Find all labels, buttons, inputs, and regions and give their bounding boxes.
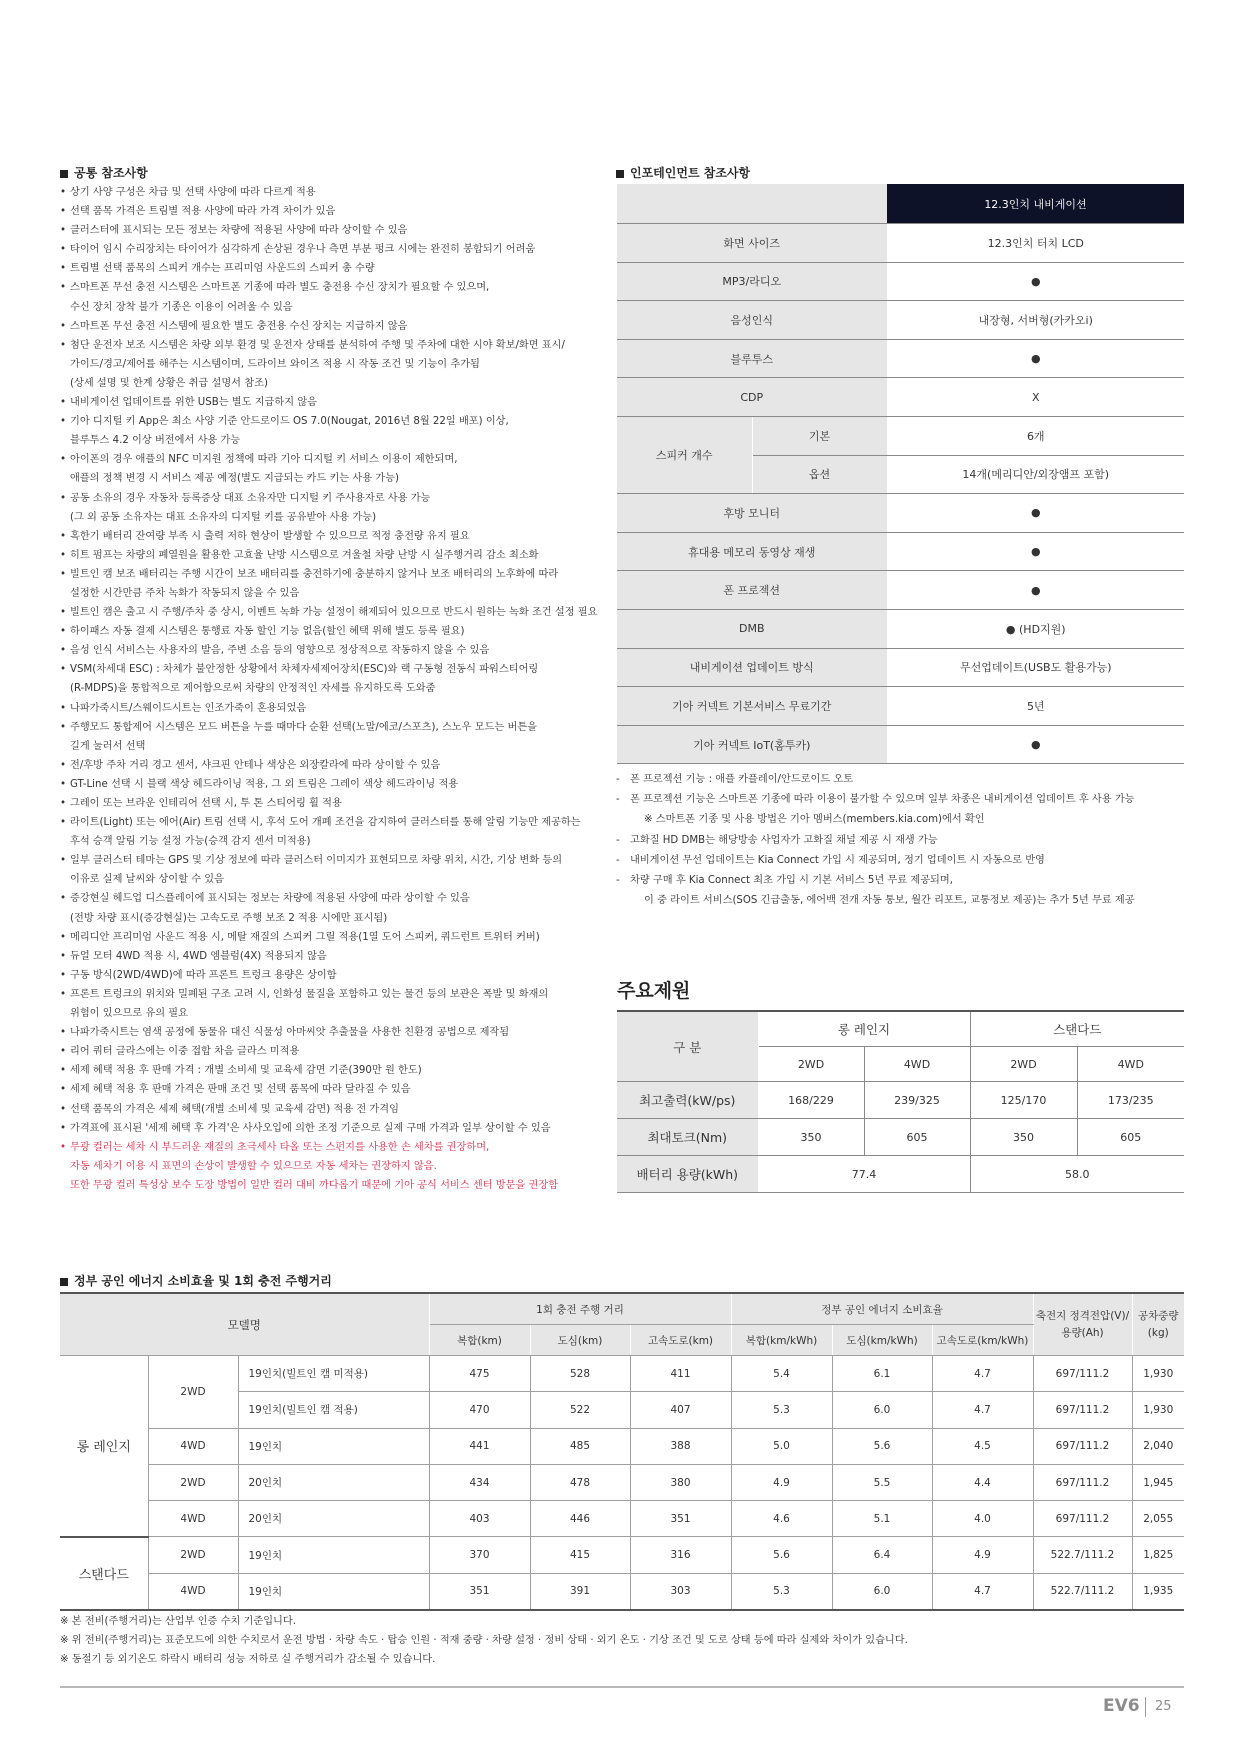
efficiency-footnotes [60, 1612, 908, 1669]
efficiency-value: 411 [630, 1356, 731, 1392]
efficiency-eff-col: 복합(km/kWh) [731, 1325, 832, 1356]
specs-group-standard: 스탠다드 [970, 1011, 1184, 1047]
infotainment-note: ※ 스마트폰 기종 및 사용 방법은 기아 멤버스(members.kia.com)에서 확인 [644, 814, 985, 826]
note-line: • 아이폰의 경우 애플의 NFC 미지원 정책에 따라 기아 디지털 키 서비스 이용이 제한되며, [70, 454, 458, 466]
efficiency-range-header: 1회 충전 주행 거리 [429, 1293, 731, 1325]
infotainment-label: 음성인식 [617, 301, 887, 340]
infotainment-note: 이 중 라이트 서비스(SOS 긴급출동, 에어백 전개 자동 통보, 월간 리포트, 교통정보 제공)는 추가 5년 무료 제공 [644, 895, 1135, 907]
efficiency-model: 스탠다드 [60, 1537, 148, 1610]
infotainment-label: MP3/라디오 [617, 262, 887, 301]
note-line: • 라이트(Light) 또는 에어(Air) 트림 선택 시, 후석 도어 개폐 조건을 감지하여 클러스터를 통해 알림 기능만 제공하는 [70, 817, 581, 829]
infotainment-label: 화면 사이즈 [617, 224, 887, 263]
specs-table [617, 1010, 1184, 1193]
efficiency-value: 4.6 [731, 1501, 832, 1537]
infotainment-note: - 내비게이션 무선 업데이트는 Kia Connect 가입 시 제공되며, 정기 업데이트 시 자동으로 반영 [616, 851, 1196, 871]
note-line: • 혹한기 배터리 잔여량 부족 시 출력 저하 현상이 발생할 수 있으므로 적정 충전량 유지 필요 [70, 530, 470, 542]
efficiency-value: 4.9 [731, 1464, 832, 1500]
note-item [60, 183, 590, 202]
note-line: • 일부 클러스터 테마는 GPS 및 기상 정보에 따라 클러스터 이미지가 표현되므로 차량 위치, 시간, 기상 변화 등의 [70, 855, 563, 867]
infotainment-label: 기아 커넥트 IoT(홈투카) [617, 725, 887, 764]
infotainment-sublabel: 옵션 [752, 455, 887, 494]
note-line: • 나파가죽시트는 염색 공정에 동물유 대신 식물성 아마씨앗 추출물을 사용한 친환경 공법으로 제작됨 [70, 1027, 510, 1039]
specs-value: 350 [758, 1119, 864, 1156]
efficiency-value: 2,040 [1132, 1428, 1184, 1464]
note-line: (전방 차량 표시(증강현실)는 고속도로 주행 보조 2 적용 시에만 표시됨) [70, 912, 388, 924]
note-line: 후석 승객 알림 기능 설정 가능(승객 감지 센서 미적용) [70, 836, 311, 848]
infotainment-value: 5년 [887, 687, 1184, 726]
efficiency-value: 351 [630, 1501, 731, 1537]
note-item [60, 622, 590, 641]
infotainment-note: - 고화질 HD DMB는 해당방송 사업자가 고화질 채널 제공 시 재생 가능 [616, 831, 1196, 851]
efficiency-value: 351 [429, 1573, 530, 1610]
note-line: 가이드/경고/제어를 해주는 시스템이며, 드라이브 와이즈 적용 시 작동 조건 및 기능이 추가됨 [70, 358, 480, 370]
efficiency-value: 522.7/111.2 [1033, 1537, 1132, 1573]
efficiency-value: 485 [530, 1428, 630, 1464]
note-line: • VSM(차세대 ESC) : 차체가 불안정한 상황에서 차체자세제어장치(ESC)와 랙 구동형 전동식 파워스티어링 [70, 664, 539, 676]
efficiency-value: 5.3 [731, 1392, 832, 1428]
note-line: • 그레이 또는 브라운 인테리어 선택 시, 투 톤 스티어링 휠 적용 [70, 798, 342, 809]
efficiency-trim: 19인치 [238, 1537, 429, 1573]
efficiency-value: 6.1 [832, 1356, 932, 1392]
infotainment-label: 내비게이션 업데이트 방식 [617, 648, 887, 687]
efficiency-value: 697/111.2 [1033, 1501, 1132, 1537]
note-item [60, 527, 590, 546]
note-line: • 음성 인식 서비스는 사용자의 발음, 주변 소음 등의 영향으로 정상적으로 작동하지 않을 수 있음 [70, 645, 490, 657]
note-line: 블루투스 4.2 이상 버전에서 사용 가능 [70, 435, 241, 447]
note-line: 이유로 실제 날씨와 상이할 수 있음 [70, 874, 224, 886]
note-line: 수신 장치 장착 불가 기종은 이용이 어려울 수 있음 [70, 301, 293, 313]
specs-value: 58.0 [970, 1156, 1184, 1193]
note-item [60, 489, 590, 527]
note-line: • 기아 디지털 키 App은 최소 사양 기준 안드로이드 OS 7.0(Nougat, 2016년 8월 22일 배포) 이상, [70, 416, 509, 428]
efficiency-value: 4.4 [932, 1464, 1033, 1500]
efficiency-value: 697/111.2 [1033, 1392, 1132, 1428]
specs-value: 350 [970, 1119, 1077, 1156]
efficiency-drive: 4WD [148, 1573, 238, 1610]
efficiency-value: 470 [429, 1392, 530, 1428]
specs-drive: 4WD [864, 1047, 970, 1082]
note-line: • 상기 사양 구성은 차급 및 선택 사양에 따라 다르게 적용 [70, 187, 316, 198]
infotainment-label: CDP [617, 378, 887, 417]
specs-title: 주요제원 [617, 980, 691, 1002]
efficiency-value: 697/111.2 [1033, 1428, 1132, 1464]
note-item [60, 1138, 590, 1195]
efficiency-value: 697/111.2 [1033, 1464, 1132, 1500]
note-line: • 선택 품목 가격은 트림별 적용 사양에 따라 가격 차이가 있음 [70, 206, 336, 218]
note-item [60, 756, 590, 775]
infotainment-notes [616, 770, 1196, 911]
specs-row-label: 최고출력(kW/ps) [617, 1082, 758, 1119]
efficiency-range-col: 복합(km) [429, 1325, 530, 1356]
footnote: ※ 위 전비(주행거리)는 표준모드에 의한 수치로서 운전 방법 · 차량 속도 · 탑승 인원 · 적재 중량 · 차량 설정 · 정비 상태 · 외기 온도 · 기상 조건 및 도로 상태 등에 따라 실제와 차이가 있습니다. [60, 1635, 908, 1646]
note-item [60, 641, 590, 660]
infotainment-label: 폰 프로젝션 [617, 571, 887, 610]
efficiency-value: 5.1 [832, 1501, 932, 1537]
efficiency-value: 5.3 [731, 1573, 832, 1610]
efficiency-value: 5.0 [731, 1428, 832, 1464]
infotainment-header-blank [617, 184, 887, 224]
efficiency-value: 370 [429, 1537, 530, 1573]
note-item [60, 278, 590, 316]
efficiency-value: 5.6 [731, 1537, 832, 1573]
footer-brand: EV6 [1103, 1696, 1140, 1716]
note-item [60, 794, 590, 813]
note-line: • 가격표에 표시된 '세제 혜택 후 가격'은 사사오입에 의한 조정 기준으로 실제 구매 가격과 일부 상이할 수 있음 [70, 1122, 551, 1134]
footnote: ※ 동절기 등 외기온도 하락시 배터리 성능 저하로 실 주행거리가 감소될 수 있습니다. [60, 1654, 436, 1665]
note-item [60, 317, 590, 336]
infotainment-value: ● (HD지원) [887, 609, 1184, 648]
note-item [60, 1119, 590, 1138]
infotainment-value: ● [887, 494, 1184, 533]
infotainment-value: 12.3인치 터치 LCD [887, 224, 1184, 263]
efficiency-value: 6.4 [832, 1537, 932, 1573]
note-line: 길게 눌러서 선택 [70, 740, 146, 752]
efficiency-value: 415 [530, 1537, 630, 1573]
efficiency-eff-col: 도심(km/kWh) [832, 1325, 932, 1356]
infotainment-table [617, 184, 1184, 764]
infotainment-value: 무선업데이트(USB도 활용가능) [887, 648, 1184, 687]
note-line: • 세제 혜택 적용 후 판매 가격 : 개별 소비세 및 교육세 감면 기준(390만 원 한도) [70, 1065, 422, 1077]
note-item [60, 1042, 590, 1061]
infotainment-label: 후방 모니터 [617, 494, 887, 533]
efficiency-value: 4.7 [932, 1392, 1033, 1428]
note-item [60, 202, 590, 221]
note-item [60, 450, 590, 488]
note-item [60, 775, 590, 794]
infotainment-note: - 차량 구매 후 Kia Connect 최초 가입 시 기본 서비스 5년 무료 제공되며, [616, 871, 1196, 891]
infotainment-label: 스피커 개수 [617, 416, 752, 493]
efficiency-value: 4.9 [932, 1537, 1033, 1573]
note-line: • 리어 쿼터 글라스에는 이중 접합 차음 글라스 미적용 [70, 1046, 300, 1058]
efficiency-value: 403 [429, 1501, 530, 1537]
efficiency-title: 정부 공인 에너지 소비효율 및 1회 충전 주행거리 [60, 1272, 332, 1289]
note-item [60, 259, 590, 278]
note-line: 설정한 시간만큼 주차 녹화가 작동되지 않을 수 있음 [70, 587, 300, 599]
note-item [60, 1023, 590, 1042]
efficiency-drive: 2WD [148, 1537, 238, 1573]
efficiency-value: 434 [429, 1464, 530, 1500]
efficiency-eff-header: 정부 공인 에너지 소비효율 [731, 1293, 1033, 1325]
efficiency-value: 522 [530, 1392, 630, 1428]
efficiency-model: 롱 레인지 [60, 1356, 148, 1537]
specs-value: 605 [1077, 1119, 1184, 1156]
note-line: • 클러스터에 표시되는 모든 정보는 차량에 적용된 사양에 따라 상이할 수 있음 [70, 225, 408, 237]
note-item [60, 221, 590, 240]
note-item [60, 660, 590, 698]
efficiency-value: 2,055 [1132, 1501, 1184, 1537]
efficiency-trim: 20인치 [238, 1464, 429, 1500]
efficiency-value: 4.7 [932, 1573, 1033, 1610]
efficiency-value: 4.5 [932, 1428, 1033, 1464]
infotainment-value: ● [887, 571, 1184, 610]
note-line: • 프론트 트렁크의 위치와 밀폐된 구조 고려 시, 인화성 물질을 포함하고 있는 물건 등의 보관은 폭발 및 화재의 [70, 988, 549, 1000]
efficiency-value: 5.4 [731, 1356, 832, 1392]
specs-value: 239/325 [864, 1082, 970, 1119]
specs-value: 605 [864, 1119, 970, 1156]
specs-drive: 4WD [1077, 1047, 1184, 1082]
note-item [60, 336, 590, 393]
square-bullet-icon [616, 170, 624, 178]
specs-value: 125/170 [970, 1082, 1077, 1119]
specs-row-label: 배터리 용량(kWh) [617, 1156, 758, 1193]
note-item [60, 889, 590, 927]
efficiency-trim: 19인치(빌트인 캠 적용) [238, 1392, 429, 1428]
efficiency-weight-header: 공차중량 (kg) [1132, 1293, 1184, 1356]
note-line: • 공동 소유의 경우 자동차 등록증상 대표 소유자만 디지털 키 주사용자로 사용 가능 [70, 492, 431, 504]
efficiency-eff-col: 고속도로(km/kWh) [932, 1325, 1033, 1356]
efficiency-value: 4.7 [932, 1356, 1033, 1392]
efficiency-value: 6.0 [832, 1573, 932, 1610]
note-item [60, 546, 590, 565]
note-line: (상세 설명 및 한계 상황은 취급 설명서 참조) [70, 377, 268, 389]
efficiency-value: 4.0 [932, 1501, 1033, 1537]
note-item [60, 718, 590, 756]
efficiency-trim: 20인치 [238, 1501, 429, 1537]
infotainment-label: 블루투스 [617, 339, 887, 378]
efficiency-value: 1,935 [1132, 1573, 1184, 1610]
note-line: • 주행모드 통합제어 시스템은 모드 버튼을 누를 때마다 순환 선택(노말/에코/스포츠), 스노우 모드는 버튼을 [70, 721, 537, 733]
efficiency-voltage-header: 축전지 정격전압(V)/ 용량(Ah) [1033, 1293, 1132, 1356]
infotainment-value: 내장형, 서버형(카카오i) [887, 301, 1184, 340]
efficiency-value: 380 [630, 1464, 731, 1500]
square-bullet-icon [60, 170, 68, 178]
note-item [60, 565, 590, 603]
note-line: • 세제 혜택 적용 후 판매 가격은 판매 조건 및 선택 품목에 따라 달라질 수 있음 [70, 1084, 411, 1096]
note-line: • 증강현실 헤드업 디스플레이에 표시되는 정보는 차량에 적용된 사양에 따라 상이할 수 있음 [70, 893, 470, 905]
note-item [60, 240, 590, 259]
infotainment-column-header: 12.3인치 내비게이션 [887, 184, 1184, 224]
note-line: • 전/후방 주차 거리 경고 센서, 샤크핀 안테나 색상은 외장칼라에 따라 상이할 수 있음 [70, 759, 441, 771]
specs-row-label: 최대토크(Nm) [617, 1119, 758, 1156]
specs-value: 77.4 [758, 1156, 970, 1193]
note-item [60, 393, 590, 412]
note-line: • 트림별 선택 품목의 스피커 개수는 프리미엄 사운드의 스피커 총 수량 [70, 263, 375, 275]
specs-drive: 2WD [758, 1047, 864, 1082]
note-line: (그 외 공동 소유자는 대표 소유자의 디지털 키를 공유받아 사용 가능) [70, 511, 377, 523]
efficiency-range-col: 고속도로(km) [630, 1325, 731, 1356]
common-notes-list [60, 183, 598, 1195]
efficiency-value: 388 [630, 1428, 731, 1464]
note-line: • 선택 품목의 가격은 세제 혜택(개별 소비세 및 교육세 감면) 적용 전 가격임 [70, 1103, 399, 1115]
efficiency-value: 528 [530, 1356, 630, 1392]
efficiency-value: 441 [429, 1428, 530, 1464]
note-item [60, 813, 590, 851]
infotainment-value: 14개(메리디안/외장앰프 포함) [887, 455, 1184, 494]
efficiency-value: 6.0 [832, 1392, 932, 1428]
note-item [60, 699, 590, 718]
note-item [60, 966, 590, 985]
efficiency-trim: 19인치(빌트인 캠 미적용) [238, 1356, 429, 1392]
note-line: • 내비게이션 업데이트를 위한 USB는 별도 지급하지 않음 [70, 397, 318, 409]
efficiency-value: 316 [630, 1537, 731, 1573]
efficiency-trim: 19인치 [238, 1573, 429, 1610]
efficiency-value: 697/111.2 [1033, 1356, 1132, 1392]
common-notes-title: 공통 참조사항 [60, 164, 148, 181]
note-line: • GT-Line 선택 시 블랙 색상 헤드라이닝 적용, 그 외 트림은 그레이 색상 헤드라이닝 적용 [70, 778, 459, 790]
infotainment-note: - 폰 프로젝션 기능은 스마트폰 기종에 따라 이용이 불가할 수 있으며 일부 차종은 내비게이션 업데이트 후 사용 가능 [616, 790, 1196, 810]
note-item [60, 412, 590, 450]
efficiency-model-header: 모델명 [60, 1293, 429, 1356]
note-line: 또한 무광 컬러 특성상 보수 도장 방법이 일반 컬러 대비 까다롭기 때문에 기아 공식 서비스 센터 방문을 권장함 [70, 1179, 559, 1191]
efficiency-value: 522.7/111.2 [1033, 1573, 1132, 1610]
footer-separator [1145, 1697, 1146, 1717]
footnote: ※ 본 전비(주행거리)는 산업부 인증 수치 기준입니다. [60, 1616, 296, 1627]
efficiency-value: 5.6 [832, 1428, 932, 1464]
note-line: • 타이어 임시 수리장치는 타이어가 심각하게 손상된 경우나 측면 부분 펑크 시에는 완전히 봉합되기 어려움 [70, 244, 536, 256]
efficiency-value: 446 [530, 1501, 630, 1537]
note-line: 자동 세차기 이용 시 표면의 손상이 발생할 수 있으므로 자동 세차는 권장하지 않음. [70, 1160, 437, 1172]
efficiency-value: 5.5 [832, 1464, 932, 1500]
note-line: 위험이 있으므로 유의 필요 [70, 1008, 188, 1020]
efficiency-value: 478 [530, 1464, 630, 1500]
note-line: 애플의 정책 변경 시 서비스 제공 예정(별도 지급되는 카드 키는 사용 가능) [70, 473, 399, 485]
note-item [60, 985, 590, 1023]
efficiency-value: 1,930 [1132, 1392, 1184, 1428]
specs-group-long-range: 롱 레인지 [758, 1011, 970, 1047]
infotainment-label: DMB [617, 609, 887, 648]
note-line: • 히트 펌프는 차량의 폐열원을 활용한 고효율 난방 시스템으로 겨울철 차량 난방 시 실주행거리 감소 최소화 [70, 549, 539, 561]
infotainment-value: 6개 [887, 416, 1184, 455]
specs-value: 173/235 [1077, 1082, 1184, 1119]
efficiency-drive: 4WD [148, 1428, 238, 1464]
efficiency-value: 475 [429, 1356, 530, 1392]
infotainment-title: 인포테인먼트 참조사항 [616, 164, 750, 181]
specs-value: 168/229 [758, 1082, 864, 1119]
note-line: • 하이패스 자동 결제 시스템은 통행료 자동 할인 기능 없음(할인 혜택 위해 별도 등록 필요) [70, 626, 465, 638]
page-number: 25 [1155, 1699, 1172, 1714]
note-line: • 무광 컬러는 세차 시 부드러운 재질의 초극세사 타올 또는 스펀지를 사용한 손 세차를 권장하며, [70, 1141, 490, 1153]
note-item [60, 928, 590, 947]
efficiency-drive: 4WD [148, 1501, 238, 1537]
infotainment-note: - 폰 프로젝션 기능 : 애플 카플레이/안드로이드 오토 [616, 770, 1196, 790]
infotainment-value: ● [887, 725, 1184, 764]
efficiency-trim: 19인치 [238, 1428, 429, 1464]
note-item [60, 1080, 590, 1099]
note-line: • 스마트폰 무선 충전 시스템에 필요한 별도 충전용 수신 장치는 지급하지 않음 [70, 320, 408, 332]
note-item [60, 1061, 590, 1080]
efficiency-value: 1,825 [1132, 1537, 1184, 1573]
note-line: • 스마트폰 무선 충전 시스템은 스마트폰 기종에 따라 별도 충전용 수신 장치가 필요할 수 있으며, [70, 282, 490, 294]
note-item [60, 851, 590, 889]
efficiency-value: 1,930 [1132, 1356, 1184, 1392]
infotainment-value: X [887, 378, 1184, 417]
efficiency-value: 303 [630, 1573, 731, 1610]
note-line: • 구동 방식(2WD/4WD)에 따라 프론트 트렁크 용량은 상이함 [70, 969, 337, 981]
note-item [60, 947, 590, 966]
note-item [60, 1100, 590, 1119]
efficiency-value: 407 [630, 1392, 731, 1428]
infotainment-value: ● [887, 262, 1184, 301]
infotainment-value: ● [887, 339, 1184, 378]
specs-corner: 구 분 [617, 1011, 758, 1082]
infotainment-value: ● [887, 532, 1184, 571]
note-line: • 메리디안 프리미엄 사운드 적용 시, 메탈 재질의 스피커 그릴 적용(1열 도어 스피커, 쿼드런트 트위터 커버) [70, 931, 540, 943]
efficiency-value: 391 [530, 1573, 630, 1610]
square-bullet-icon [60, 1278, 68, 1286]
efficiency-value: 1,945 [1132, 1464, 1184, 1500]
efficiency-range-col: 도심(km) [530, 1325, 630, 1356]
infotainment-label: 휴대용 메모리 동영상 재생 [617, 532, 887, 571]
note-line: • 빌트인 캠 보조 배터리는 주행 시간이 보조 배터리를 충전하기에 충분하지 않거나 보조 배터리의 노후화에 따라 [70, 568, 559, 580]
efficiency-table [60, 1292, 1184, 1611]
note-line: • 나파가죽시트/스웨이드시트는 인조가죽이 혼용되었음 [70, 702, 307, 714]
note-line: • 빌트인 캠은 출고 시 주행/주차 중 상시, 이벤트 녹화 가능 설정이 해제되어 있으므로 반드시 원하는 녹화 조건 설정 필요 [70, 607, 598, 619]
efficiency-drive: 2WD [148, 1356, 238, 1429]
note-line: • 첨단 운전자 보조 시스템은 차량 외부 환경 및 운전자 상태를 분석하여 주행 및 주차에 대한 시야 확보/화면 표시/ [70, 339, 565, 351]
specs-drive: 2WD [970, 1047, 1077, 1082]
infotainment-sublabel: 기본 [752, 416, 887, 455]
footer-divider [60, 1686, 1184, 1688]
note-line: • 듀얼 모터 4WD 적용 시, 4WD 엠블럼(4X) 적용되지 않음 [70, 950, 327, 962]
note-line: (R-MDPS)을 통합적으로 제어함으로써 차량의 안정적인 자세를 유지하도록 도와줌 [70, 683, 436, 695]
note-item [60, 603, 598, 622]
infotainment-label: 기아 커넥트 기본서비스 무료기간 [617, 687, 887, 726]
efficiency-drive: 2WD [148, 1464, 238, 1500]
